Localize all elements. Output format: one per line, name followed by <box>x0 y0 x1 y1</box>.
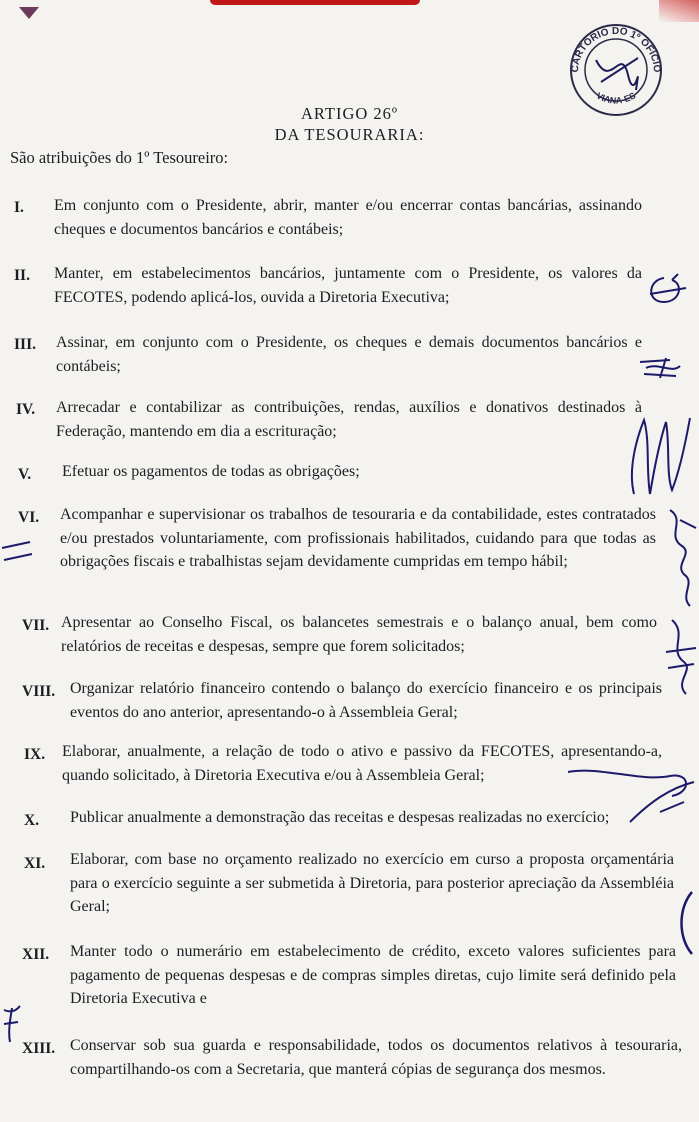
item-text: Efetuar os pagamentos de todas as obrigações; <box>62 463 360 480</box>
intro-text: São atribuições do 1º Tesoureiro: <box>10 148 229 167</box>
section-title: DA TESOURARIA: <box>274 125 425 144</box>
item-text: Manter todo o numerário em estabelecimento de crédito, exceto valores suficientes para pagamento de pequenas despesas e de compras simples diretas, cujo limite será definido pela Diretoria Executiva e <box>70 943 676 1007</box>
handwritten-signature <box>620 410 699 500</box>
item-text: Organizar relatório financeiro contendo o balanço do exercício financeiro e os principais eventos do ano anterior, apresentando-o à Assembleia Geral; <box>70 680 662 721</box>
item-number: VII. <box>22 617 50 634</box>
triangle-arrow-icon <box>18 6 40 20</box>
item-number: VIII. <box>22 683 56 700</box>
handwritten-initial <box>642 268 692 308</box>
item-number: XIII. <box>22 1040 56 1057</box>
seal-bottom-text: VIANA-ES <box>594 90 638 106</box>
item-number: XI. <box>24 855 46 872</box>
article-title: ARTIGO 26º <box>300 104 399 123</box>
item-text: Assinar, em conjunto com o Presidente, os cheques e demais documentos bancários e contábeis; <box>56 334 642 375</box>
item-number: X. <box>24 812 40 829</box>
handwritten-margin-mark <box>672 888 699 958</box>
item-number: V. <box>18 466 32 483</box>
item-text: Elaborar, anualmente, a relação de todo o ativo e passivo da FECOTES, apresentando-a, quando solicitado, à Diretoria Executiva e/ou à Assembleia Geral; <box>62 743 662 784</box>
item-text: Publicar anualmente a demonstração das receitas e despesas realizadas no exercício; <box>70 809 610 826</box>
item-text: Arrecadar e contabilizar as contribuições, rendas, auxílios e donativos destinados à Federação, mantendo em dia a escrituração; <box>56 399 642 440</box>
handwritten-margin-signature <box>664 612 699 702</box>
item-text: Acompanhar e supervisionar os trabalhos de tesouraria e da contabilidade, estes contratados e/ou prestados voluntariamente, com profissionais habilitados, cuidando para que todas as obrigações fiscais e trabalhistas sejam devidamente cumpridas em tempo hábil; <box>60 506 656 570</box>
item-number: IV. <box>16 401 36 418</box>
item-text: Elaborar, com base no orçamento realizado no exercício em curso a proposta orçamentária para o exercício seguinte a ser submetida à Diretoria, para posterior apreciação da Assembléia Geral; <box>70 851 674 915</box>
handwritten-margin-mark <box>0 1004 24 1044</box>
handwritten-signature <box>560 752 699 832</box>
handwritten-initial <box>636 352 686 382</box>
seal-top-text: CARTÓRIO DO 1º OFÍCIO <box>569 25 663 73</box>
item-text: Em conjunto com o Presidente, abrir, manter e/ou encerrar contas bancárias, assinando cheques e documentos bancários e contábeis; <box>54 197 642 238</box>
item-number: II. <box>14 267 30 284</box>
item-text: Conservar sob sua guarda e responsabilidade, todos os documentos relativos à tesouraria, compartilhando-os com a Secretaria, que manterá cópias de segurança dos mesmos. <box>70 1037 682 1078</box>
item-number: XII. <box>22 946 50 963</box>
item-number: IX. <box>24 746 46 763</box>
red-corner-mark <box>659 0 699 22</box>
red-binding-strip <box>210 0 420 5</box>
handwritten-margin-signature <box>660 500 699 610</box>
item-number: III. <box>14 336 36 353</box>
handwritten-marks <box>0 538 34 568</box>
item-number: I. <box>14 199 24 216</box>
item-text: Manter, em estabelecimentos bancários, juntamente com o Presidente, os valores da FECOTES, podendo aplicá-los, ouvida a Diretoria Executiva; <box>54 265 642 306</box>
item-text: Apresentar ao Conselho Fiscal, os balancetes semestrais e o balanço anual, bem como relatórios de receitas e despesas, sempre que forem solicitados; <box>61 614 657 655</box>
item-number: VI. <box>18 509 40 526</box>
